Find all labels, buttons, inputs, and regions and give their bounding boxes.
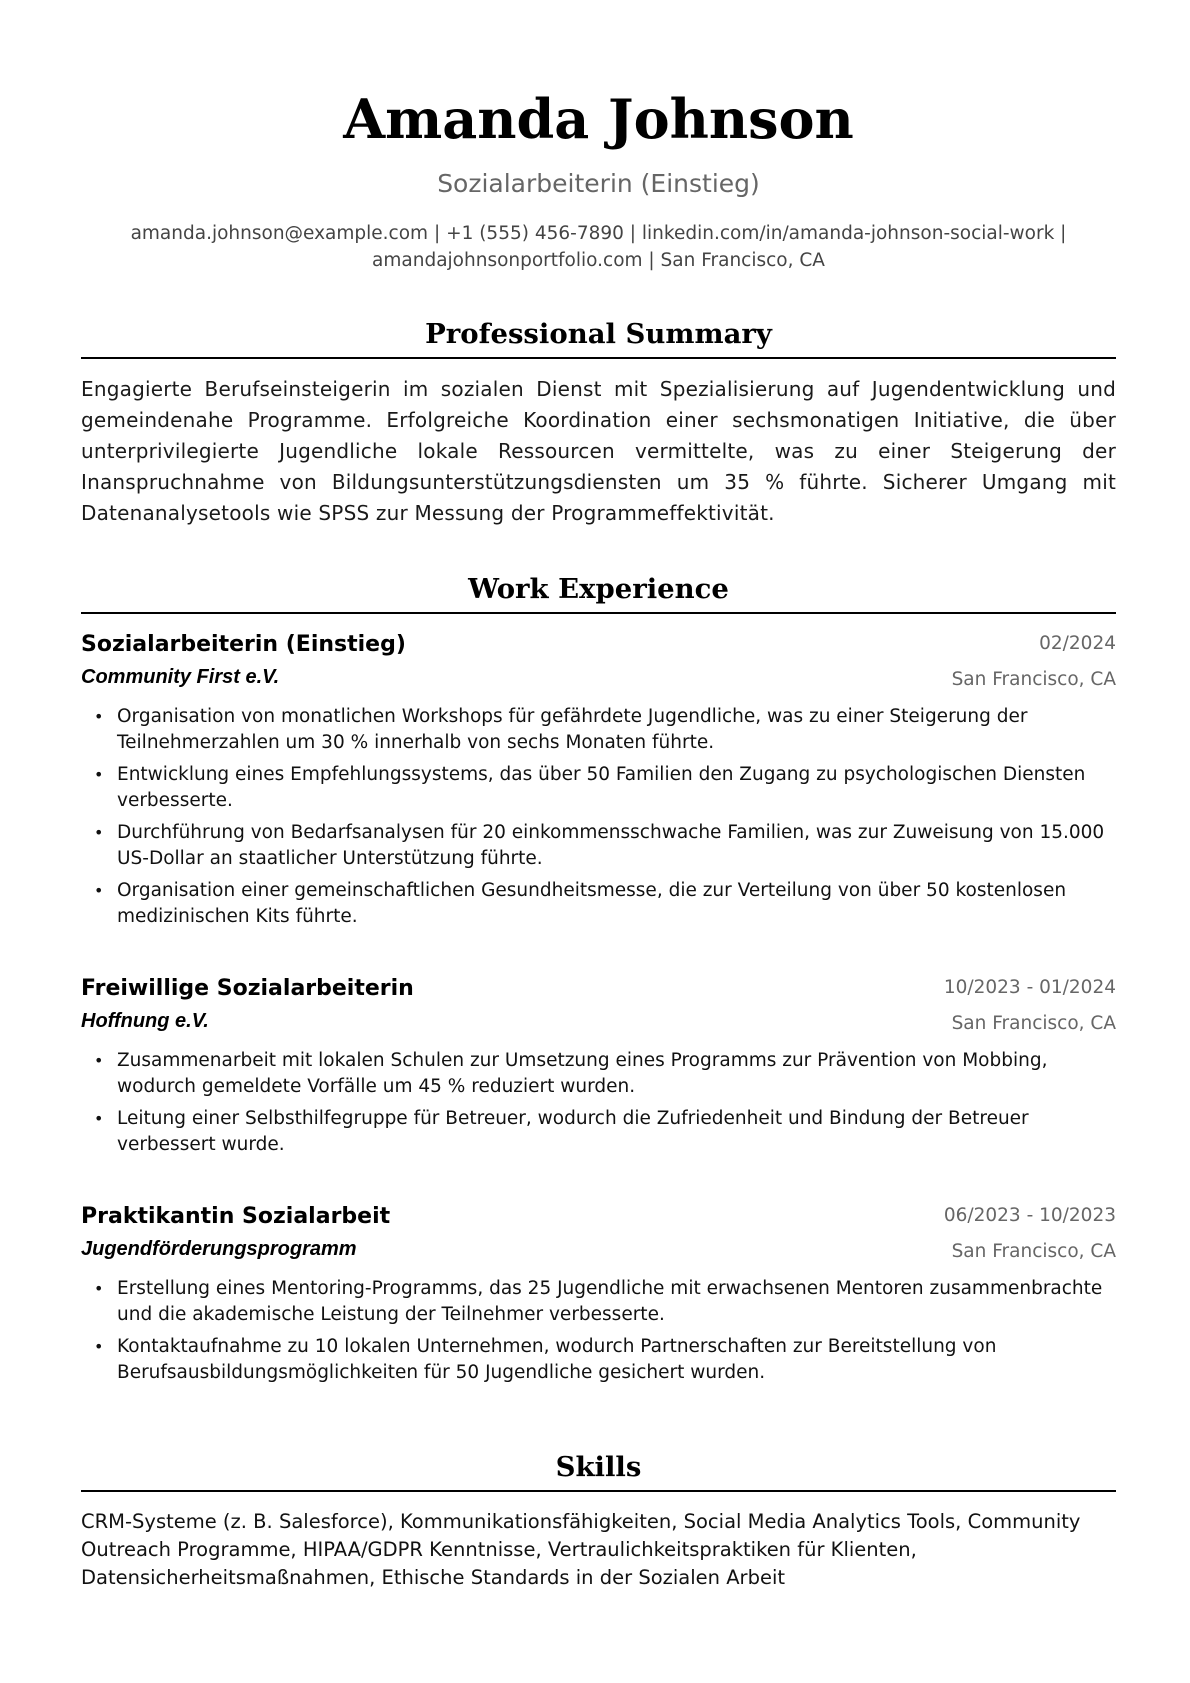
job-date: 06/2023 - 10/2023 <box>943 1205 1116 1226</box>
summary-text: Engagierte Berufseinsteigerin im sozialen Dienst mit Spezialisierung auf Jugendentwicklung und gemeindenahe Programme. Erfolgreiche Koordination einer sechsmonatigen Initiative, die über unterprivilegierte Jugendliche lokale Ressourcen vermittelte, was zu einer Steigerung der Inanspruchnahme von Bildungsunterstützungsdiensten um 35 % führte. Sicherer Umgang mit Datenanalysetools wie SPSS zur Messung der Programmeffektivität. <box>81 377 1116 525</box>
job-entry <box>81 630 1116 927</box>
bullet-icon: • <box>94 823 104 842</box>
list-item: • Organisation einer gemeinschaftlichen Gesundheitsmesse, die zur Verteilung von über 50 kostenlosen medizinischen Kits führte. <box>94 880 1067 927</box>
job-location: San Francisco, CA <box>951 1013 1116 1034</box>
list-item: • Organisation von monatlichen Workshops für gefährdete Jugendliche, was zu einer Steigerung der Teilnehmerzahlen um 30 % innerhalb von sechs Monaten führte. <box>94 706 1028 753</box>
summary-divider <box>81 357 1116 359</box>
job-company: Jugendförderungsprogramm <box>81 1238 357 1260</box>
job-title: Freiwillige Sozialarbeiterin <box>81 976 414 1001</box>
list-item: • Kontaktaufnahme zu 10 lokalen Unternehmen, wodurch Partnerschaften zur Bereitstellung von Berufsausbildungsmöglichkeiten für 50 Jugendliche gesichert wurden. <box>94 1336 997 1383</box>
job-date: 02/2024 <box>1039 633 1116 654</box>
job-header <box>81 1202 1116 1268</box>
job-entry <box>81 1202 1116 1383</box>
candidate-name: Amanda Johnson <box>343 87 854 151</box>
job-header <box>81 630 1116 696</box>
job-bullets <box>81 1276 1116 1392</box>
job-bullets <box>81 1048 1116 1164</box>
list-item: • Durchführung von Bedarfsanalysen für 20 einkommensschwache Familien, was zur Zuweisung von 15.000 US-Dollar an staatlicher Unterstützung führte. <box>94 822 1105 869</box>
summary-heading: Professional Summary <box>425 318 772 350</box>
contact-line-1: amanda.johnson@example.com | +1 (555) 456-7890 | linkedin.com/in/amanda-johnson-social-work | <box>130 223 1067 244</box>
experience-divider <box>81 612 1116 614</box>
job-location: San Francisco, CA <box>951 1241 1116 1262</box>
list-item: • Zusammenarbeit mit lokalen Schulen zur Umsetzung eines Programms zur Prävention von Mobbing, wodurch gemeldete Vorfälle um 45 % reduziert wurden. <box>94 1050 1048 1097</box>
bullet-icon: • <box>94 1337 104 1356</box>
bullet-icon: • <box>94 1109 104 1128</box>
experience-heading: Work Experience <box>468 573 729 605</box>
contact-line-2: amandajohnsonportfolio.com | San Francisco, CA <box>372 250 825 271</box>
job-bullets <box>81 704 1116 936</box>
job-header <box>81 974 1116 1040</box>
job-date: 10/2023 - 01/2024 <box>943 977 1116 998</box>
job-entry <box>81 974 1116 1155</box>
skills-heading: Skills <box>555 1451 642 1483</box>
job-location: San Francisco, CA <box>951 669 1116 690</box>
contact-info <box>81 220 1116 274</box>
job-company: Community First e.V. <box>81 666 280 688</box>
candidate-title: Sozialarbeiterin (Einstieg) <box>437 169 760 198</box>
list-item: • Leitung einer Selbsthilfegruppe für Betreuer, wodurch die Zufriedenheit und Bindung der Betreuer verbessert wurde. <box>94 1108 1029 1155</box>
bullet-icon: • <box>94 707 104 726</box>
bullet-icon: • <box>94 765 104 784</box>
list-item: • Entwicklung eines Empfehlungssystems, das über 50 Familien den Zugang zu psychologischen Diensten verbesserte. <box>94 764 1086 811</box>
list-item: • Erstellung eines Mentoring-Programms, das 25 Jugendliche mit erwachsenen Mentoren zusammenbrachte und die akademische Leistung der Teilnehmer verbesserte. <box>94 1278 1103 1325</box>
job-title: Praktikantin Sozialarbeit <box>81 1204 391 1229</box>
skills-divider <box>81 1490 1116 1492</box>
job-company: Hoffnung e.V. <box>81 1010 209 1032</box>
job-title: Sozialarbeiterin (Einstieg) <box>81 632 406 657</box>
bullet-icon: • <box>94 1051 104 1070</box>
skills-text: CRM-Systeme (z. B. Salesforce), Kommunikationsfähigkeiten, Social Media Analytics Tools, Community Outreach Programme, HIPAA/GDPR Kenntnisse, Vertraulichkeitspraktiken für Klienten, Datensicherheitsmaßnahmen, Ethische Standards in der Sozialen Arbeit <box>81 1510 1081 1589</box>
bullet-icon: • <box>94 881 104 900</box>
bullet-icon: • <box>94 1279 104 1298</box>
